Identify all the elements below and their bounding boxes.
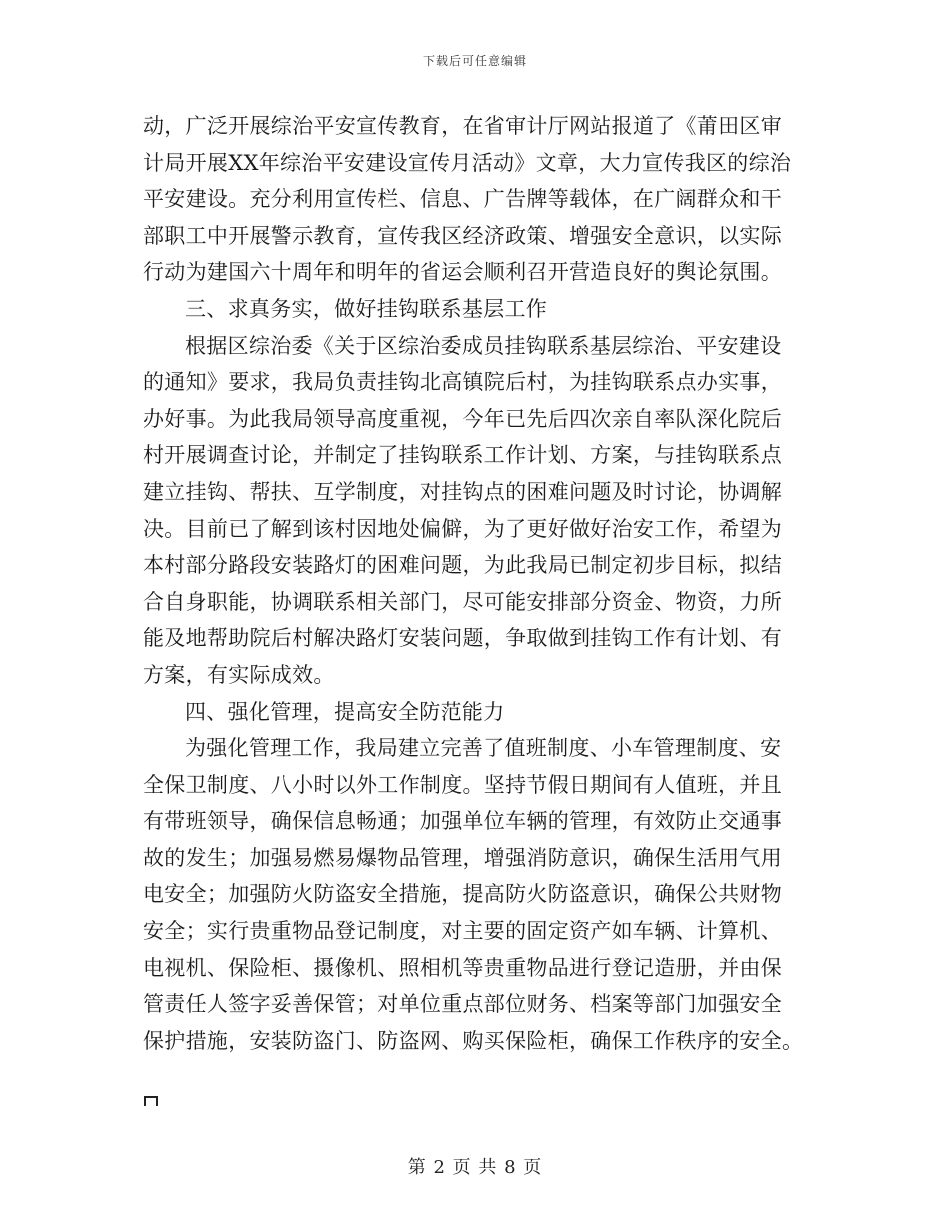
text-line: 动，广泛开展综治平安宣传教育，在省审计厅网站报道了《莆田区审: [143, 114, 782, 138]
text-line: 部职工中开展警示教育，宣传我区经济政策、增强安全意识，以实际: [143, 223, 782, 248]
text-line: 电安全；加强防火防盗安全措施，提高防火防盗意识，确保公共财物: [143, 882, 782, 907]
text-line: 为强化管理工作，我局建立完善了值班制度、小车管理制度、安: [185, 736, 782, 761]
text-line: 合自身职能，协调联系相关部门，尽可能安排部分资金、物资，力所: [143, 589, 782, 614]
text-line: 建立挂钩、帮扶、互学制度，对挂钩点的困难问题及时讨论，协调解: [143, 479, 782, 504]
text-line: 故的发生；加强易燃易爆物品管理，增强消防意识，确保生活用气用: [143, 845, 782, 870]
text-line: 平安建设。充分利用宣传栏、信息、广告牌等载体，在广阔群众和干: [143, 187, 782, 212]
text-line: 计局开展XX年综治平安建设宣传月活动》文章，大力宣传我区的综治: [143, 150, 792, 175]
text-line: 全保卫制度、八小时以外工作制度。坚持节假日期间有人值班，并且: [143, 772, 782, 797]
text-line: 根据区综治委《关于区综治委成员挂钩联系基层综治、平安建设: [185, 333, 782, 358]
page-header: 下载后可任意编辑: [422, 54, 527, 68]
text-line: 办好事。为此我局领导高度重视，今年已先后四次亲自率队深化院后: [143, 406, 782, 431]
page-number: 第 2 页 共 8 页: [407, 1157, 543, 1178]
text-line: 有带班领导，确保信息畅通；加强单位车辆的管理，有效防止交通事: [143, 809, 782, 834]
text-line: 决。目前已了解到该村因地处偏僻，为了更好做好治安工作，希望为: [143, 516, 782, 541]
text-line: 保护措施，安装防盗门、防盗网、购买保险柜，确保工作秩序的安全。: [143, 1028, 804, 1053]
text-line: 村开展调查讨论，并制定了挂钩联系工作计划、方案，与挂钩联系点: [143, 443, 782, 468]
text-line: 行动为建国六十周年和明年的省运会顺利召开营造良好的舆论氛围。: [143, 260, 782, 285]
text-line: 的通知》要求，我局负责挂钩北高镇院后村，为挂钩联系点办实事，: [143, 370, 782, 395]
document-body: [143, 108, 803, 1059]
corner-bracket-mark: [144, 1096, 158, 1106]
text-line: 方案，有实际成效。: [143, 662, 335, 687]
text-line: 管责任人签字妥善保管；对单位重点部位财务、档案等部门加强安全: [143, 992, 782, 1017]
text-line: 电视机、保险柜、摄像机、照相机等贵重物品进行登记造册，并由保: [143, 955, 782, 980]
text-line: 四、强化管理，提高安全防范能力: [185, 699, 505, 724]
text-line: 本村部分路段安装路灯的困难问题，为此我局已制定初步目标，拟结: [143, 553, 782, 578]
text-line: 三、求真务实，做好挂钩联系基层工作: [185, 296, 548, 321]
text-line: 能及地帮助院后村解决路灯安装问题，争取做到挂钩工作有计划、有: [143, 626, 782, 651]
text-line: 安全；实行贵重物品登记制度，对主要的固定资产如车辆、计算机、: [143, 919, 782, 944]
